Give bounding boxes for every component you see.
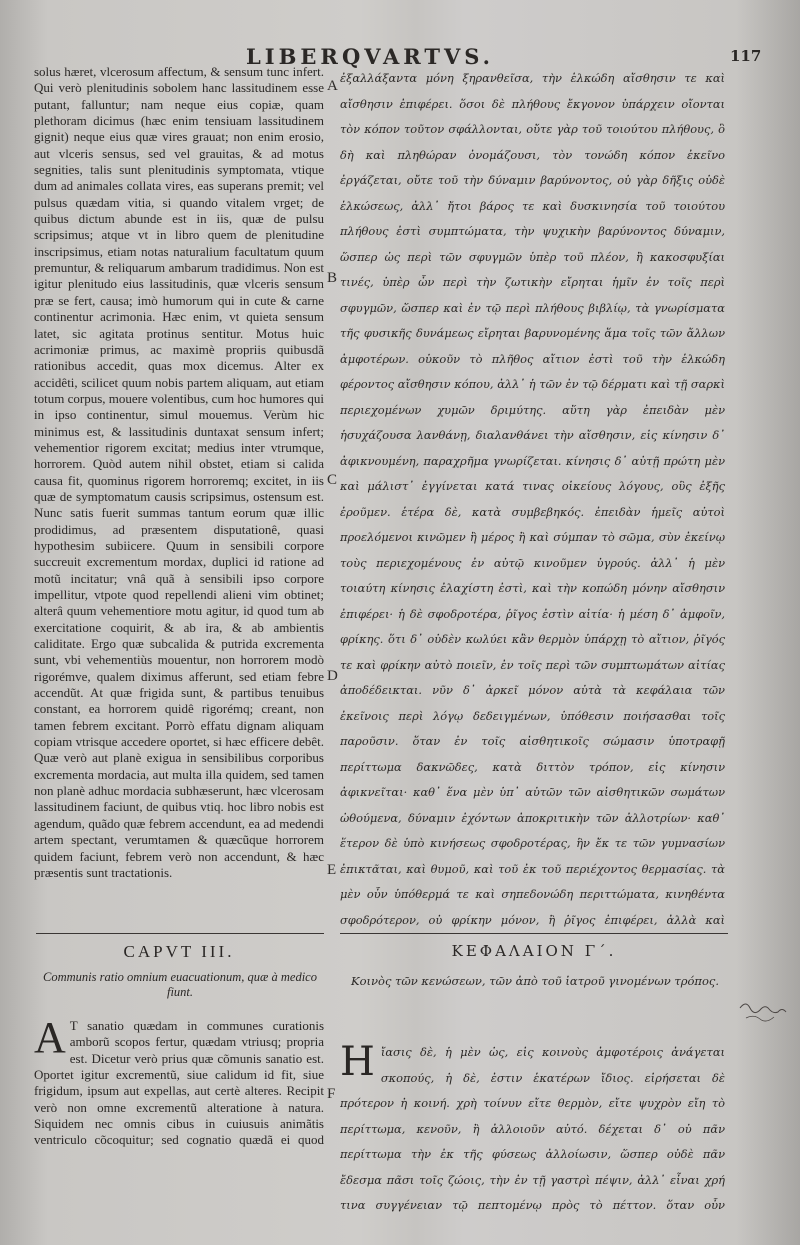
greek-chapter-subtitle: Κοινὸς τῶν κενώσεων, τῶν ἀπὸ τοῦ ἰατροῦ γινομένων τρόπος.	[351, 974, 719, 988]
margin-letter-a: A	[327, 78, 338, 94]
section-rule-left	[36, 933, 324, 934]
latin-chapter-subtitle: Communis ratio omnium euacuationum, quæ à medico fiunt.	[43, 970, 317, 999]
greek-column-top	[340, 66, 725, 930]
margin-letter-c: C	[327, 472, 338, 488]
greek-chapter-title: ΚΕΦΑΛΑΙΟΝ Γ΄.	[451, 942, 617, 960]
greek-text-top: ἐξαλλάξαντα μόνη ξηρανθεῖσα, τὴν ἑλκώδη αἴσθησιν τε καὶ αἴσθησιν ἐπιφέρει. ὅσοι δὲ πλήθους ἔκγονον ὑπάρχειν οἴονται τὸν κόπον τοῦτον σφάλλονται, οὔτε γὰρ τοῦ τοιούτου πλήθους, ὃ δὴ καὶ πληθώραν ὀνομάζουσι, τὸν τονώδη κόπον ἐκεῖνο ἐργάζεται, οὔτε τοῦ τὴν δύναμιν βαρύνοντος, οὐ γὰρ δῆξις οὐδὲ ἑλκώσεως, ἀλλ᾽ ἤτοι βάρος τε καὶ δυσκινησία τοῦ τοιούτου πλήθους ἐστὶ συμπτώματα, τὴν ψυχικὴν βαρύνοντος δύναμιν, ὥσπερ ὡς περὶ τῶν σφυγμῶν ὑπὲρ τοῦ πλέον, ἢ κακοσφυξίαι τινές, ὑπὲρ ὧν περὶ τὴν ζωτικὴν εἴρηται ἡμῖν ἐν τοῖς περὶ σφυγμῶν, ὥσπερ καὶ ἐν τῷ περὶ πλήθους βιβλίῳ, τὰ γνωρίσματα τῆς φυσικῆς δυνάμεως εἴρηται βαρυνομένης ἅμα τοῖς τῶν ἄλλων ἀμφοτέρων. οὐκοῦν τὸ πλῆθος αἴτιον ἐστὶ τοῦ τὴν ἑλκώδη φέροντος αἴσθησιν κόπου, ἀλλ᾽ ἡ τῶν ἐν τῷ δέρματι καὶ τῇ σαρκὶ περιεχομένων χυμῶν δριμύτης. αὕτη γὰρ ἐπειδὰν μὲν ἡσυχάζουσα λανθάνῃ, διαλανθάνει τὴν αἴσθησιν, εἰς κίνησιν δ᾽ ἀφικνουμένη, παραχρῆμα γνωρίζεται. κίνησις δ᾽ αὐτῇ πρώτη μὲν καὶ μάλιστ᾽ ἐγγίνεται κατά τινας οἰκείους λόγους, οὓς ἐξῆς ἐροῦμεν. ἑτέρα δὲ, κατὰ συμβεβηκός. ἐπειδὰν ἡμεῖς αὐτοὶ προελόμενοι κινῶμεν ἢ μέρος ἢ καὶ σύμπαν τὸ σῶμα, σὺν ἐκείνῳ τοὺς περιεχομένους ἐν αὐτῷ κινοῦμεν ὑγρούς. ἀλλ᾽ ἡ μὲν τοιαύτη κίνησις ἐλαχίστη ἐστὶ, καὶ τὴν κοπώδη μόνην αἴσθησιν ἐπιφέρει· ἡ δὲ σφοδροτέρα, ῥῖγος ἐστὶν αἰτία· ἡ μέση δ᾽ ἀμφοῖν, φρίκης. ὅτι δ᾽ οὐδὲν κωλύει κἂν θερμὸν ὑπάρχῃ τὸ αἴτιον, ῥῖγός τε καὶ φρίκην αὐτὸ ποιεῖν, ἐν τοῖς περὶ τῶν συμπτωμάτων αἰτίας ἀποδέδεικται. νῦν δ᾽ ἀρκεῖ μόνον αὐτὰ τὰ κεφάλαια τῶν ἐκεῖνοις περὶ λόγῳ δεδειγμένων, ὑπόθεσιν ποιήσασθαι τοῖς παροῦσιν. ὅταν ἐν τοῖς αἰσθητικοῖς σώμασιν ὑποτραφῇ περίττωμα δακνῶδες, κατὰ διττὸν τρόπον, εἰς κίνησιν ἀφικνεῖται· καθ᾽ ἕνα μὲν ὑπ᾽ αὐτῶν τῶν αἰσθητικῶν σωμάτων ὠθούμενα, δύναμιν ἐχόντων ἀποκριτικὴν τῶν ἀλλοτρίων· καθ᾽ ἕτερον δὲ ὑπὸ κινήσεως σφοδροτέρας, ἣν ἔκ τε τῶν γυμνασίων ἐπικτᾶται, καὶ θυμοῦ, καὶ τοῦ ἐκ τοῦ περιέχοντος θερμασίας. τὰ μὲν οὖν ὑπόθερμά τε καὶ σηπεδονώδη περιττώματα, κινηθέντα σφοδρότερον, οὐ φρίκην μόνον, ἢ ῥῖγος ἐπιφέρει, ἀλλὰ καὶ	[340, 71, 725, 927]
latin-column-bottom	[34, 1018, 324, 1150]
section-rule-right	[340, 933, 728, 934]
latin-text-bottom: T sanatio quædam in communes curationis amborũ scopos fertur, quædam vtriusq; propria est. Dicetur verò prius quæ cõmunis sanatio est. Oportet igitur excrementũ, siue calidum id fit, siue frigidum, ipsum aut expellas, aut certè alteres. Recipit verò non omne excrementũ alteratione à natura. Siquidem nec omnis cibus in cuiusuis animãtis ventriculo cõcoquitur; sed cognatio quædã ei quod	[34, 1018, 324, 1148]
margin-letter-f: F	[327, 1086, 336, 1102]
running-header-left: LIBER	[246, 44, 342, 69]
greek-drop-cap: Η	[340, 1040, 375, 1085]
greek-text-bottom: ἴασις δὲ, ἡ μὲν ὡς, εἰς κοινοὺς ἀμφοτέροις ἀνάγεται σκοπούς, ἡ δὲ, ἐστιν ἑκατέρων ἴδιος. εἰρήσεται δὲ πρότερον ἡ κοινή. χρὴ τοίνυν εἴτε θερμὸν, εἴτε ψυχρὸν εἴη τὸ περίττωμα, κενοῦν, ἢ ἀλλοιοῦν αὐτό. δέχεται δ᾽ οὐ πᾶν περίττωμα τὴν ἐκ τῆς φύσεως ἀλλοίωσιν, ὥσπερ οὐδὲ πᾶν ἔδεσμα πᾶσι τοῖς ζώοις, τὴν ἐν τῇ γαστρὶ πέψιν, ἀλλ᾽ εἶναι χρή τινα συγγένειαν τῷ πεπτομένῳ πρὸς τὸ πέττον. ὅταν οὖν	[340, 1045, 725, 1212]
margin-letter-d: D	[327, 668, 338, 684]
greek-column-bottom	[340, 1040, 725, 1220]
latin-text-top: solus hæret, vlcerosum affectum, & sensum tunc infert. Qui verò plenitudinis sobolem hanc lassitudinem esse putant, falluntur; nam neque eius copiæ, quam plethoram dicimus (hæc enim tensiuam lassitudinem gignit) neque eius quæ vires grauat; non enim erosio, aut vlceris sensus, sed vel grauitas, & ad motus segnities, talis sunt plenitudinis symptomata, vtique dum ad animales collata vires, eas superans premit; vel pulsus quædam vitia, si quando vitalem vrget; de quibus dictum abunde est in iis, quæ de pulsu scripsimus; atque vt in libro quem de plenitudine inscripsimus, etiam notas naturalium facultatum quum premuntur, & reliquarum ambarum tradidimus. Non est igitur plenitudo eius lassitudinis, quæ vlceris sensum præ se fert, causa; imò humorum qui in cute & carne continentur acrimonia. Hæc enim, vt quieta sensum latet, sic agitata protinus sentitur. Motus huic acrimoniæ primus, ac maximè propriis quibusdã rationibus accedit, quas mox dicemus. Alter ex accidêti, scilicet quum nobis partem aliquam, aut etiam totum corpus, mouere volentibus, cum hoc humores qui in ipso continentur, simul mouemus. Verùm hic minimus est, & lassitudinis duntaxat sensum infert; vehementior rigorem excitat; medius inter vtrumque, horrorem. Quòd autem nihil obstet, etiam si calida causa fit, quominus rigorem horroremq; excitet, in iis quæ de symptomatum causis scripsimus, ostensum est. Nunc satis fuerit summas tantum eorum quæ illic prodidimus, ad præsentem disputationê, quasi hypothesim subiicere. Quum in sensibili corpore succreuit excrementum mordax, duplici id ratione ad motũ incitatur; vnâ quã à sensibili ipso corpore impellitur, vtpote quod repellendi alieni vim obtinet; alterâ quum vehementiore motu agitur, id quod tum ab exercitatione coquirit, & ab ira, & ab ambientis caliditate. Ergo quæ subcalida & putrida excrementa sunt, vbi vehementiùs mouentur, non horrorem modò rigorémve, qualem diximus afferunt, sed etiam febre accendũt. At quæ frigida sunt, & partibus tenuibus constant, ea horrorem quidê rigorémq; creant, non tamen febrem excitant. Porrò effatu dignam aliquam copiam vtrisque accedere oportet, si hæc efficere debêt. Quæ verò aut planè exigua in sensibilibus corporibus excrementa mordacia, aut multa illa quidem, sed tamen non planè adhuc mordacia subhæserunt, hæc vlcerosam lassitudinem faciunt, de quibus vtiq. hoc libro nobis est agendum, quãdo quæ febrem accendunt, ea ad medendi artem spectant, verumtamen & quæcũque horrorem quidem faciunt, febrem verò non accendunt, & hæc præsentis sunt tractationis.	[34, 64, 324, 880]
running-header-right: QVARTVS.	[342, 44, 494, 69]
latin-column-top	[34, 64, 324, 930]
latin-chapter-title: CAPVT III.	[123, 942, 235, 961]
latin-drop-cap: A	[34, 1018, 66, 1062]
margin-letter-e: E	[327, 862, 337, 878]
page-number: 117	[730, 47, 762, 65]
margin-letter-b: B	[327, 270, 338, 286]
handwritten-margin-note	[736, 990, 796, 1030]
